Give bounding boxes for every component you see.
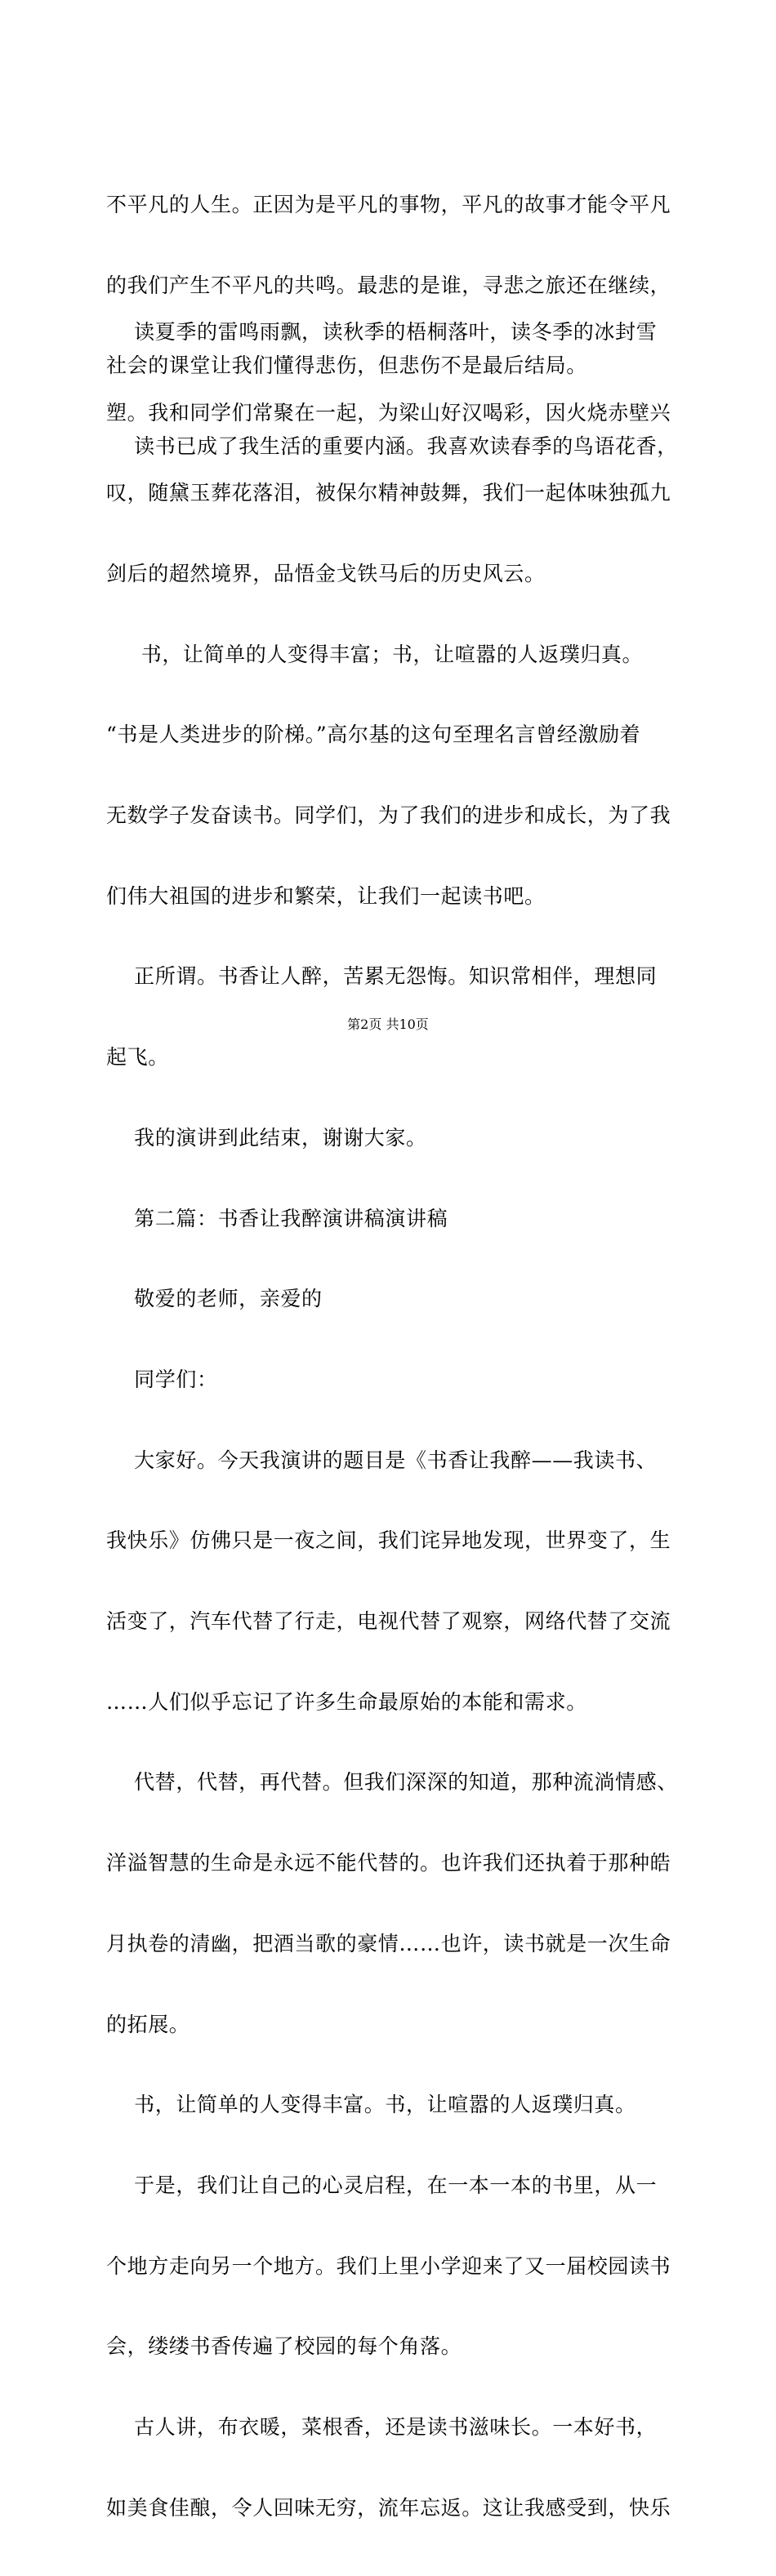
text-block-main bbox=[106, 265, 678, 2576]
text-line: 于是，我们让自己的心灵启程，在一本一本的书里，从一 bbox=[106, 2173, 658, 2197]
text-line: 叹，随黛玉葬花落泪，被保尔精神鼓舞，我们一起体味独孤九 bbox=[106, 481, 671, 505]
text-line: 剑后的超然境界，品悟金戈铁马后的历史风云。 bbox=[106, 561, 546, 585]
text-line: 无数学子发奋读书。同学们，为了我们的进步和成长，为了我 bbox=[106, 803, 671, 828]
text-line: 社会的课堂让我们懂得悲伤，但悲伤不是最后结局。 bbox=[106, 354, 587, 378]
text-line: 我的演讲到此结束，谢谢大家。 bbox=[106, 1125, 427, 1150]
text-line: 我快乐》仿佛只是一夜之间，我们诧异地发现，世界变了，生 bbox=[106, 1528, 671, 1553]
page-number-footer: 第2页 共10页 bbox=[347, 1017, 429, 1032]
text-line: 同学们： bbox=[106, 1367, 218, 1391]
text-line: 们伟大祖国的进步和繁荣，让我们一起读书吧。 bbox=[106, 883, 546, 908]
text-line: 古人讲，布衣暖，菜根香，还是读书滋味长。一本好书， bbox=[106, 2415, 658, 2440]
text-line: “书是人类进步的阶梯。”高尔基的这句至理名言曾经激励着 bbox=[106, 723, 641, 747]
text-line: 大家好。今天我演讲的题目是《书香让我醉——我读书、 bbox=[106, 1448, 658, 1472]
text-line: 正所谓。书香让人醉，苦累无怨悔。知识常相伴，理想同 bbox=[106, 964, 658, 989]
text-line: 的拓展。 bbox=[106, 2012, 190, 2036]
text-line: 代替，代替，再代替。但我们深深的知道，那种流淌情感、 bbox=[106, 1770, 678, 1795]
text-line: 敬爱的老师，亲爱的 bbox=[106, 1287, 323, 1311]
text-line: 洋溢智慧的生命是永远不能代替的。也许我们还执着于那种皓 bbox=[106, 1851, 671, 1875]
text-line: 塑。我和同学们常聚在一起，为梁山好汉喝彩，因火烧赤壁兴 bbox=[106, 400, 671, 425]
text-line: 的我们产生不平凡的共鸣。最悲的是谁，寻悲之旅还在继续， bbox=[106, 273, 671, 297]
text-line: 个地方走向另一个地方。我们上里小学迎来了又一届校园读书 bbox=[106, 2253, 671, 2278]
text-line: 起飞。 bbox=[106, 1045, 169, 1070]
text-line: 活变了，汽车代替了行走，电视代替了观察，网络代替了交流 bbox=[106, 1609, 671, 1634]
section-heading: 第二篇：书香让我醉演讲稿演讲稿 bbox=[106, 1206, 448, 1230]
text-line: 书，让简单的人变得丰富；书，让喧嚣的人返璞归真。 bbox=[106, 642, 644, 666]
text-line: 月执卷的清幽，把酒当歌的豪情……也许，读书就是一次生命 bbox=[106, 1931, 671, 1955]
text-line: 读书已成了我生活的重要内涵。我喜欢读春季的鸟语花香， bbox=[106, 434, 678, 458]
text-line: 读夏季的雷鸣雨飘，读秋季的梧桐落叶，读冬季的冰封雪 bbox=[106, 319, 658, 344]
text-line: 会，缕缕书香传遍了校园的每个角落。 bbox=[106, 2334, 462, 2359]
text-line: 如美食佳酿，令人回味无穷，流年忘返。这让我感受到，快乐 bbox=[106, 2495, 671, 2520]
text-line: 不平凡的人生。正因为是平凡的事物，平凡的故事才能令平凡 bbox=[106, 192, 671, 216]
text-line: 书，让简单的人变得丰富。书，让喧嚣的人返璞归真。 bbox=[106, 2093, 636, 2117]
text-line: ……人们似乎忘记了许多生命最原始的本能和需求。 bbox=[106, 1689, 587, 1714]
